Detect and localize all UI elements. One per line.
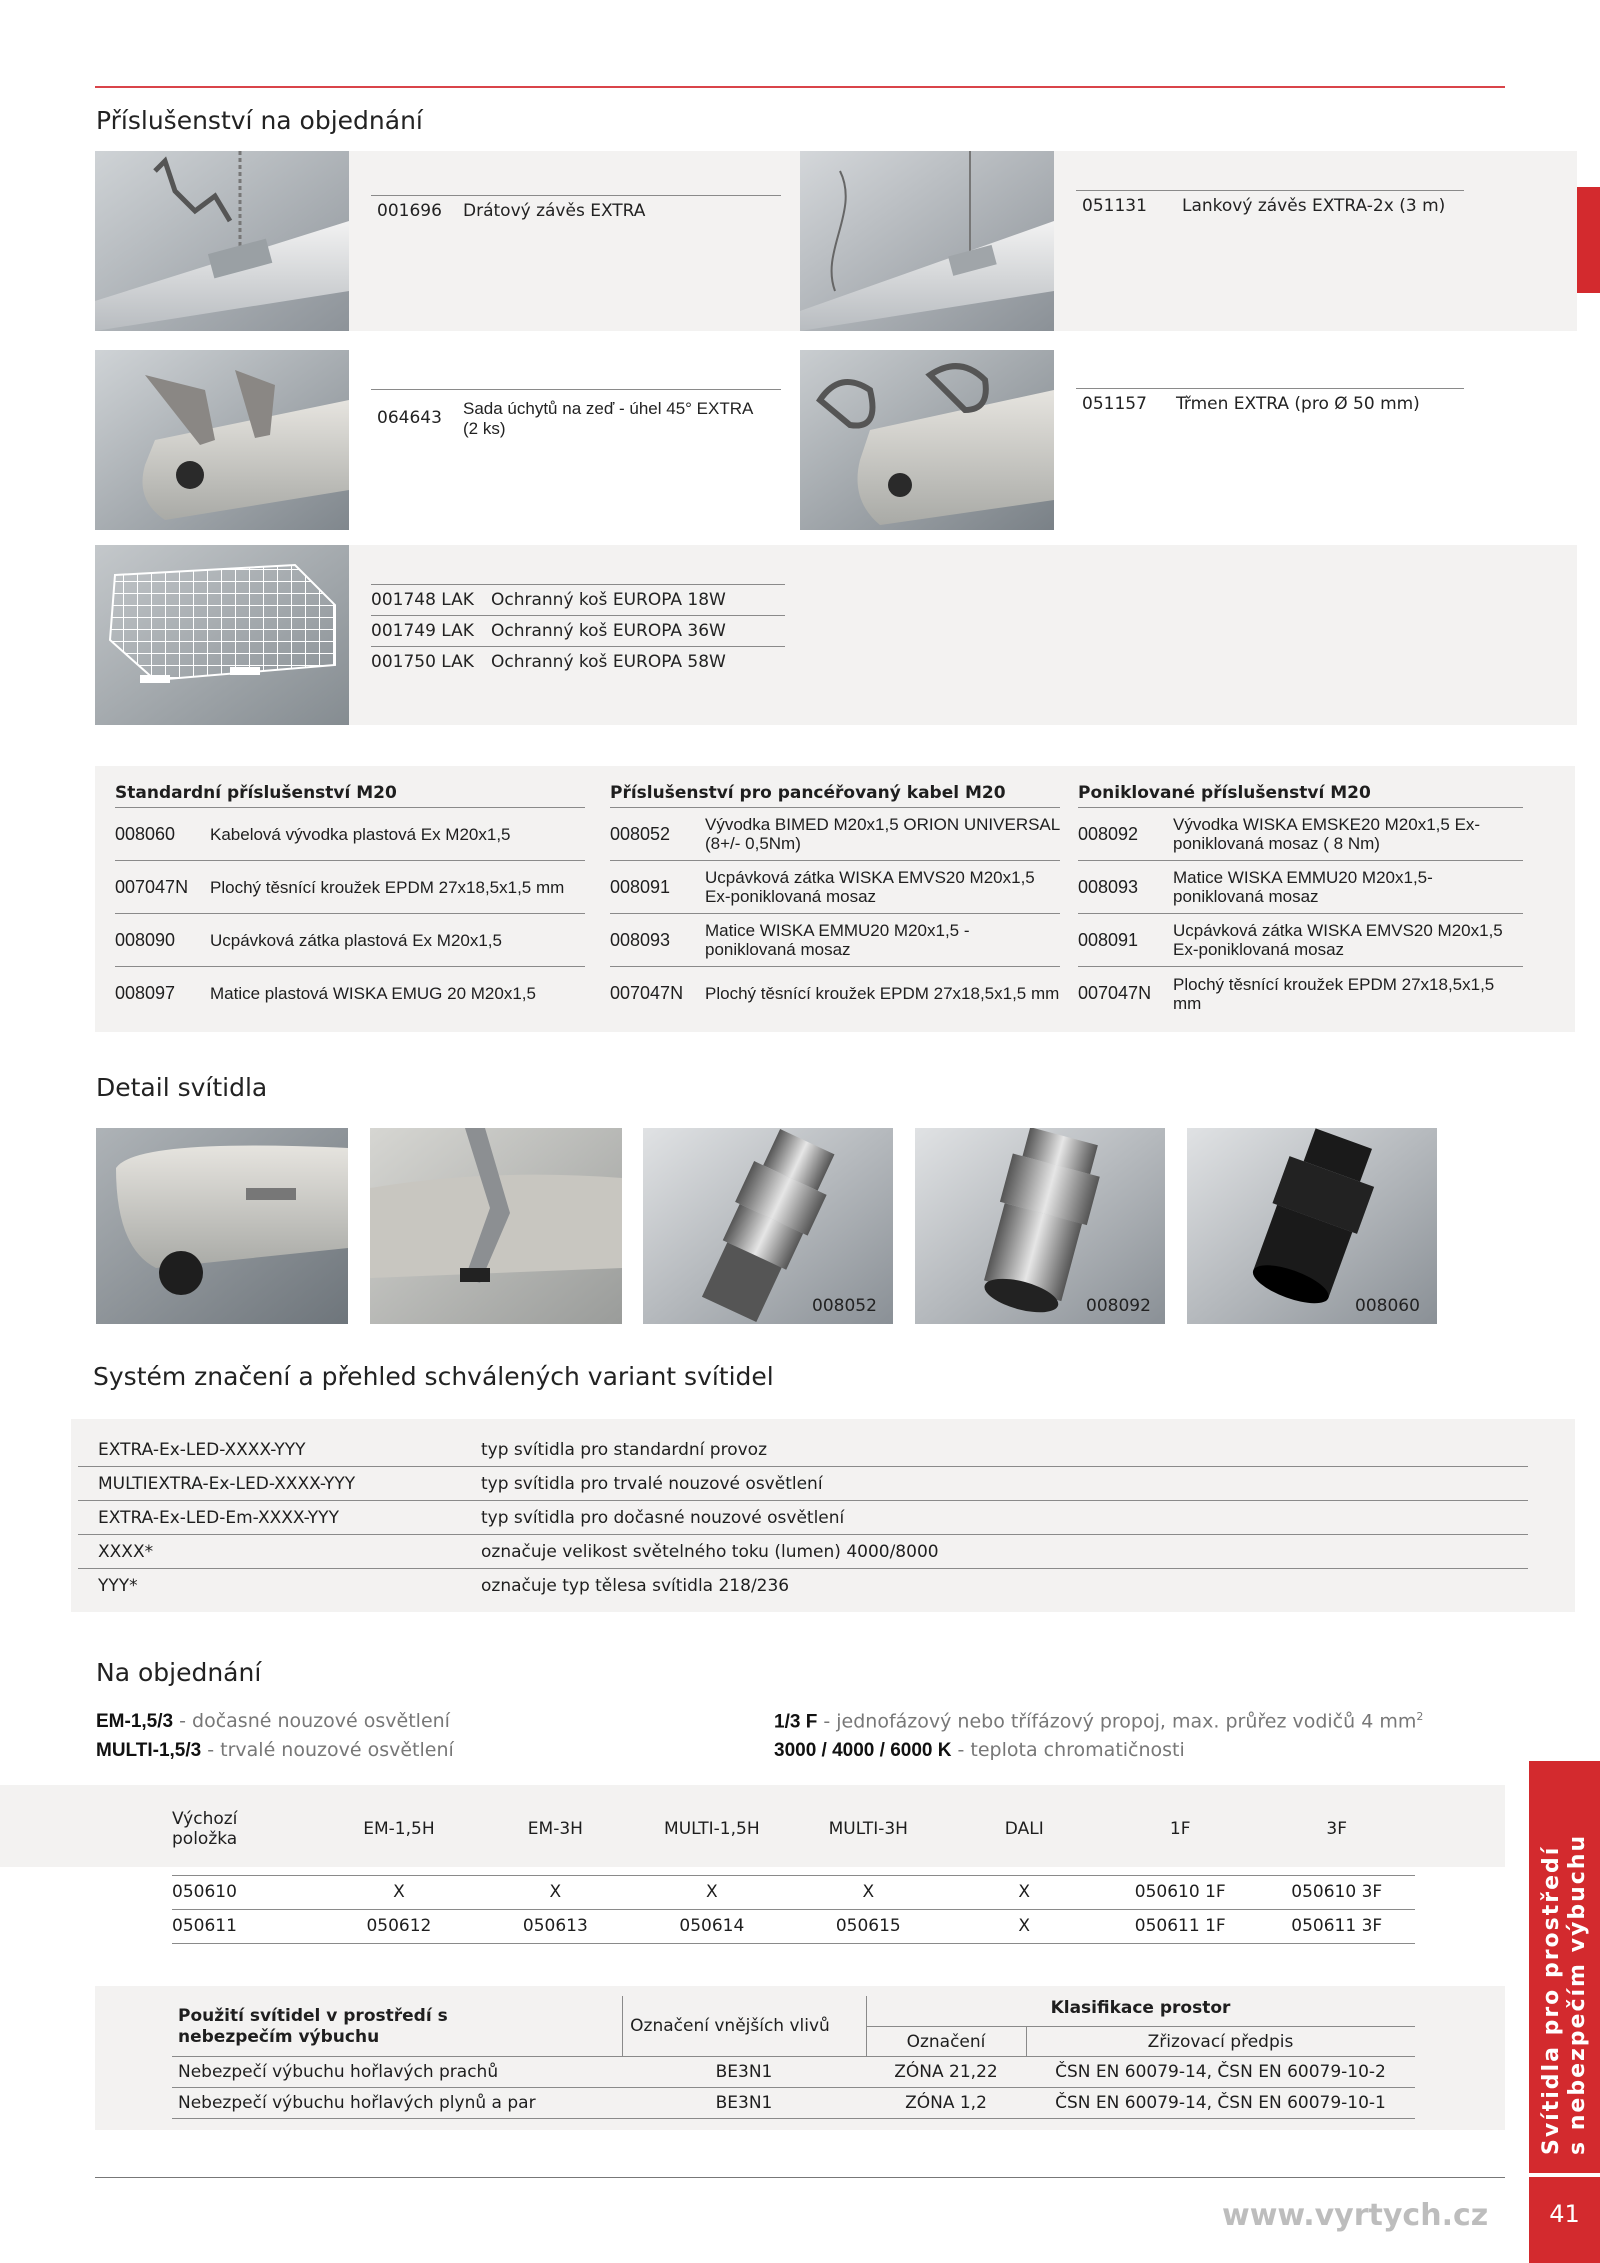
legend-text: - dočasné nouzové osvětlení	[173, 1710, 450, 1732]
rule	[371, 195, 781, 196]
table-row	[610, 808, 1060, 861]
basket-name: Ochranný koš EUROPA 18W	[491, 590, 726, 610]
row-desc: Vývodka WISKA EMSKE20 M20x1,5 Ex-poniklovaná mosaz ( 8 Nm)	[1173, 815, 1481, 853]
row-code: 007047N	[610, 983, 684, 1003]
marking-row	[78, 1535, 1528, 1569]
accessory-name: Sada úchytů na zeď - úhel 45° EXTRA (2 ks)	[463, 399, 753, 438]
legend-item	[96, 1710, 450, 1733]
accessory-name: Třmen EXTRA (pro Ø 50 mm)	[1176, 394, 1420, 414]
order-header: EM-1,5H	[363, 1819, 435, 1839]
order-header: 3F	[1326, 1819, 1348, 1839]
marking-row	[78, 1501, 1528, 1535]
rule	[371, 615, 785, 616]
row-desc: Plochý těsnící kroužek EPDM 27x18,5x1,5 mm	[705, 984, 1060, 1003]
marking-value: označuje velikost světelného toku (lumen) 4000/8000	[481, 1541, 939, 1562]
table-row	[1078, 861, 1523, 914]
detail-title: Detail svítidla	[96, 1073, 268, 1102]
marking-key: EXTRA-Ex-LED-Em-XXXX-YYY	[98, 1507, 339, 1528]
order-cell: 050613	[522, 1916, 588, 1936]
row-code: 008052	[610, 823, 671, 844]
legend-item	[774, 1710, 1423, 1733]
row-code: 008093	[1078, 876, 1139, 897]
legend-text: - trvalé nouzové osvětlení	[201, 1739, 454, 1761]
order-cell: X	[393, 1882, 405, 1902]
order-cell: 050614	[679, 1916, 745, 1936]
order-header: MULTI-3H	[828, 1819, 908, 1839]
photo-wire-hanger	[95, 151, 349, 331]
legend-term: 3000 / 4000 / 6000 K	[774, 1740, 952, 1761]
m20-nickel-table	[1078, 778, 1523, 1020]
marking-value: označuje typ tělesa svítidla 218/236	[481, 1576, 790, 1596]
env-table	[172, 1996, 1415, 2122]
env-mark: ZÓNA 1,2	[905, 2093, 987, 2113]
marking-table	[78, 1433, 1528, 1603]
footer-rule	[95, 2177, 1505, 2178]
photo-clamp	[800, 350, 1054, 530]
rule	[172, 2118, 1415, 2119]
marking-key: MULTIEXTRA-Ex-LED-XXXX-YYY	[98, 1473, 356, 1494]
table-row	[1078, 967, 1523, 1020]
photo-wall-bracket	[95, 350, 349, 530]
row-code: 007047N	[115, 876, 189, 897]
legend-term: MULTI-1,5/3	[96, 1740, 202, 1761]
side-tab	[1529, 1761, 1600, 2173]
order-title: Na objednání	[96, 1658, 262, 1687]
basket-code: 001748 LAK	[371, 590, 474, 610]
row-desc: Ucpávková zátka WISKA EMVS20 M20x1,5 Ex-poniklovaná mosaz	[705, 868, 1035, 906]
env-use: Nebezpečí výbuchu hořlavých prachů	[178, 2062, 499, 2082]
row-desc: Matice plastová WISKA EMUG 20 M20x1,5	[210, 984, 536, 1003]
row-code: 008097	[115, 983, 176, 1003]
basket-code: 001750 LAK	[371, 652, 474, 672]
legend-term: EM-1,5/3	[96, 1711, 174, 1732]
table-row	[610, 861, 1060, 914]
accessory-code: 051131	[1082, 196, 1147, 216]
table-row	[610, 914, 1060, 967]
accessories-title: Příslušenství na objednání	[96, 106, 423, 135]
row-desc: Plochý těsnící kroužek EPDM 27x18,5x1,5 mm	[210, 877, 565, 897]
order-cell: X	[862, 1882, 875, 1902]
table-title: Příslušenství pro pancéřovaný kabel M20	[610, 778, 1060, 808]
env-header-class: Klasifikace prostor	[1050, 1998, 1231, 2018]
rule	[371, 389, 781, 390]
row-code: 008091	[1078, 929, 1139, 950]
marking-row	[78, 1569, 1528, 1603]
marking-key: EXTRA-Ex-LED-XXXX-YYY	[98, 1439, 306, 1460]
legend-sup: 2	[1416, 1710, 1424, 1723]
marking-value: typ svítidla pro dočasné nouzové osvětlení	[481, 1507, 845, 1528]
rule	[172, 2087, 1415, 2088]
row-code: 008091	[610, 876, 671, 897]
order-cell: X	[706, 1882, 718, 1902]
env-reg: ČSN EN 60079-14, ČSN EN 60079-10-2	[1055, 2062, 1386, 2082]
env-ext: BE3N1	[715, 2093, 773, 2113]
order-header: MULTI-1,5H	[664, 1819, 760, 1839]
table-row	[115, 861, 585, 914]
order-cell: X	[549, 1882, 562, 1902]
order-header: DALI	[1004, 1819, 1044, 1839]
row-code: 008060	[115, 823, 176, 844]
basket-code: 001749 LAK	[371, 621, 474, 641]
footer-url[interactable]: www.vyrtych.cz	[1222, 2198, 1489, 2233]
env-use: Nebezpečí výbuchu hořlavých plynů a par	[178, 2093, 536, 2113]
table-row	[115, 914, 585, 967]
row-desc: Matice WISKA EMMU20 M20x1,5 -poniklovaná mosaz	[705, 921, 970, 959]
row-code: 008093	[610, 929, 671, 950]
side-tab-label	[1529, 1761, 1600, 2173]
page-number: 41	[1549, 2200, 1580, 2228]
rule	[371, 584, 785, 585]
row-code: 008092	[1078, 823, 1139, 844]
row-desc: Kabelová vývodka plastová Ex M20x1,5	[210, 824, 511, 844]
marking-key: YYY*	[98, 1576, 138, 1596]
marking-key: XXXX*	[98, 1541, 154, 1562]
marking-row	[78, 1433, 1528, 1467]
legend-text: - jednofázový nebo třífázový propoj, max. průřez vodičů 4 mm	[817, 1710, 1417, 1733]
order-cell: X	[1018, 1916, 1031, 1936]
marking-value: typ svítidla pro trvalé nouzové osvětlení	[481, 1473, 823, 1494]
order-header: 1F	[1169, 1819, 1191, 1839]
env-header-mark: Označení	[906, 2032, 986, 2052]
marking-row	[78, 1467, 1528, 1501]
photo-gland-008092	[915, 1128, 1165, 1324]
top-red-rule	[95, 86, 1505, 88]
basket-name: Ochranný koš EUROPA 36W	[491, 621, 726, 641]
order-cell: X	[1018, 1882, 1031, 1902]
order-cell: 050610	[172, 1882, 237, 1902]
order-row	[172, 1909, 1415, 1943]
accessory-code: 064643	[377, 408, 442, 428]
order-header: EM-3H	[527, 1819, 583, 1839]
table-row	[115, 808, 585, 861]
rule	[371, 646, 785, 647]
row-desc: Plochý těsnící kroužek EPDM 27x18,5x1,5 mm	[1173, 974, 1495, 1013]
env-reg: ČSN EN 60079-14, ČSN EN 60079-10-1	[1055, 2093, 1386, 2113]
accessory-name: Drátový závěs EXTRA	[463, 201, 646, 221]
order-cell: 050611 1F	[1134, 1916, 1226, 1936]
order-cell: 050611	[172, 1916, 237, 1936]
side-tab-line: Svítidla pro prostředí	[1539, 1845, 1564, 2155]
marking-value: typ svítidla pro standardní provoz	[481, 1439, 767, 1460]
order-cell: 050612	[366, 1916, 432, 1936]
order-header: Výchozí položka	[172, 1809, 238, 1849]
photo-cable-hanger	[800, 151, 1054, 331]
legend-term: 1/3 F	[774, 1711, 818, 1733]
rule	[1076, 190, 1464, 191]
detail-caption: 008052	[812, 1296, 877, 1316]
photo-detail-clip	[370, 1128, 622, 1324]
order-cell: 050611 3F	[1291, 1916, 1383, 1936]
rule	[1076, 388, 1464, 389]
table-row	[610, 967, 1060, 1020]
row-desc: Ucpávková zátka WISKA EMVS20 M20x1,5 Ex-poniklovaná mosaz	[1173, 921, 1503, 959]
order-cell: 050610 1F	[1134, 1882, 1226, 1902]
table-row	[1078, 914, 1523, 967]
env-header-use: Použití svítidel v prostředí s nebezpečím výbuchu	[178, 2006, 448, 2047]
table-row	[115, 967, 585, 1020]
m20-armored-table	[610, 778, 1060, 1020]
table-row	[1078, 808, 1523, 861]
row-desc: Ucpávková zátka plastová Ex M20x1,5	[210, 930, 502, 950]
row-desc: Vývodka BIMED M20x1,5 ORION UNIVERSAL (8+/- 0,5Nm)	[705, 815, 1060, 853]
photo-gland-008060	[1187, 1128, 1437, 1324]
order-row	[172, 1875, 1415, 1909]
order-table	[172, 1793, 1415, 1944]
basket-name: Ochranný koš EUROPA 58W	[491, 652, 726, 672]
env-ext: BE3N1	[715, 2062, 773, 2082]
marking-title: Systém značení a přehled schválených variant svítidel	[93, 1362, 774, 1391]
photo-protective-basket	[95, 545, 349, 725]
env-mark: ZÓNA 21,22	[894, 2062, 998, 2082]
m20-standard-table	[115, 778, 585, 1020]
env-header-reg: Zřizovací předpis	[1147, 2032, 1294, 2052]
detail-caption: 008060	[1355, 1296, 1420, 1316]
order-header-row	[172, 1793, 1415, 1865]
row-desc: Matice WISKA EMMU20 M20x1,5-poniklovaná mosaz	[1173, 868, 1433, 906]
accessory-code: 001696	[377, 201, 442, 221]
table-title: Standardní příslušenství M20	[115, 778, 585, 808]
legend-item	[96, 1739, 454, 1762]
legend-item	[774, 1739, 1185, 1762]
rule	[866, 2026, 1415, 2027]
env-header-ext: Označení vnějších vlivů	[630, 2016, 830, 2036]
rule	[172, 2056, 1415, 2057]
row-code: 007047N	[1078, 983, 1152, 1003]
order-cell: 050610 3F	[1291, 1882, 1383, 1902]
detail-caption: 008092	[1086, 1296, 1151, 1316]
table-title: Poniklované příslušenství M20	[1078, 778, 1523, 808]
legend-text: - teplota chromatičnosti	[951, 1739, 1185, 1761]
photo-detail-endcap	[96, 1128, 348, 1324]
photo-gland-008052	[643, 1128, 893, 1324]
order-cell: 050615	[835, 1916, 901, 1936]
row-code: 008090	[115, 929, 176, 950]
accessory-name: Lankový závěs EXTRA-2x (3 m)	[1182, 196, 1446, 216]
accessory-code: 051157	[1082, 394, 1147, 414]
side-tab-line: s nebezpečím výbuchu	[1565, 1833, 1590, 2155]
